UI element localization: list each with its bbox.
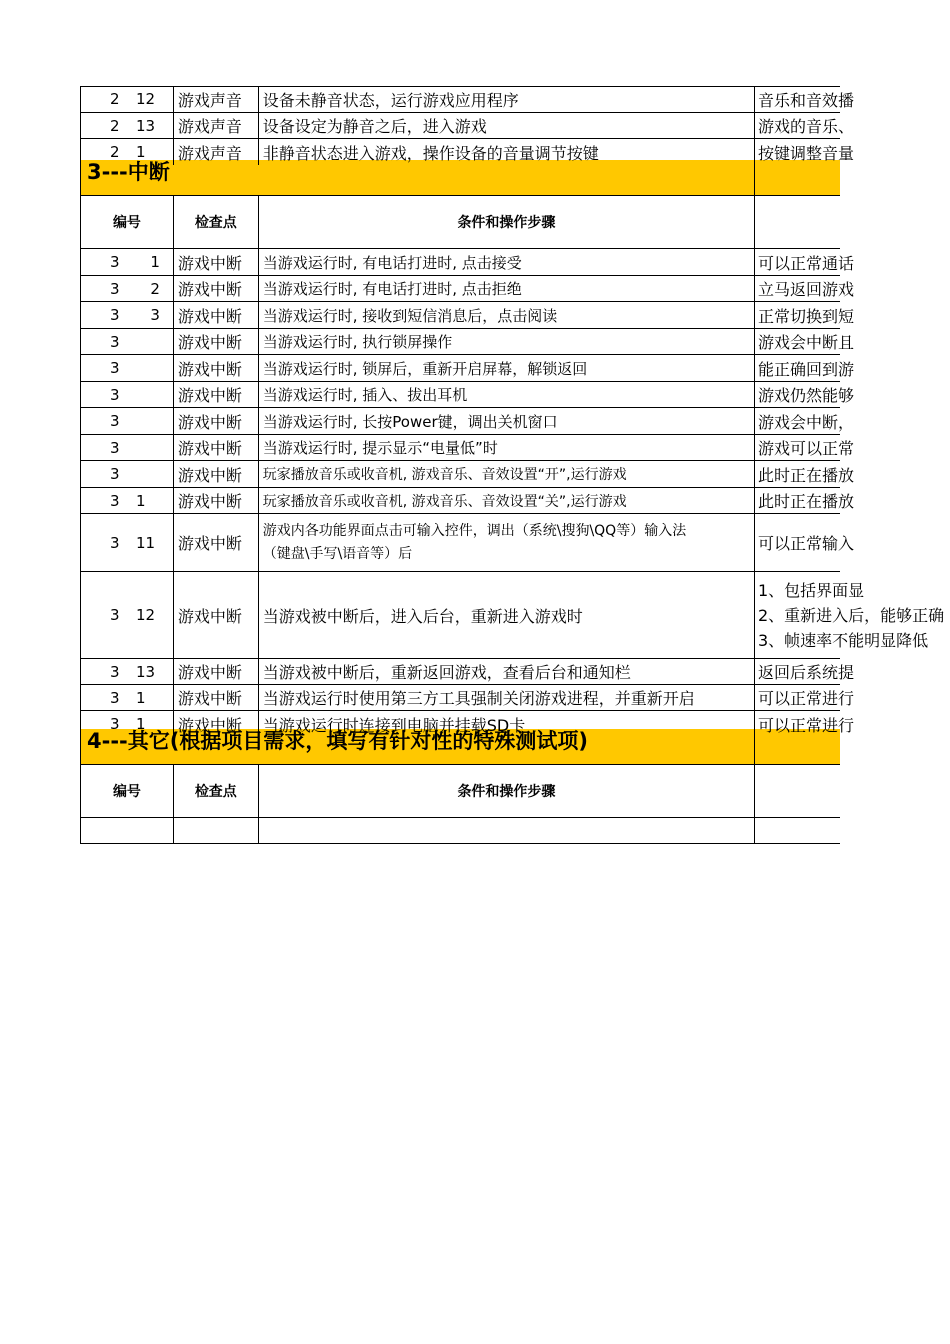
id-cell: 3 1 (81, 488, 174, 514)
check-cell: 游戏中断 (174, 659, 259, 685)
table-row[interactable] (80, 711, 855, 737)
table-row[interactable] (80, 659, 855, 685)
table-row[interactable] (80, 435, 855, 461)
table-row[interactable] (80, 488, 855, 514)
section-title: 4---其它(根据项目需求，填写有针对性的特殊测试项) (81, 729, 755, 765)
expected-cell: 1、包括界面显 2、重新进入后，能够正确 3、帧速率不能明显降低 (755, 572, 840, 659)
column-header-row (80, 196, 840, 249)
id-cell: 3 1 (81, 249, 174, 276)
expected-cell: 可以正常进行 (758, 715, 855, 735)
table-row[interactable] (80, 249, 855, 276)
table-row[interactable] (80, 86, 855, 113)
condition-cell: 当游戏被中断后，进入后台，重新进入游戏时 (259, 572, 755, 659)
check-cell: 游戏中断 (174, 329, 259, 355)
sound-rows (80, 86, 855, 165)
table-row[interactable] (80, 355, 855, 382)
condition-cell: 当游戏运行时, 提示显示“电量低”时 (259, 435, 755, 461)
table-row[interactable] (80, 276, 855, 302)
expected-cell: 能正确回到游 (755, 355, 840, 382)
check-cell: 游戏中断 (174, 408, 259, 435)
table-row[interactable] (80, 572, 945, 659)
check-cell: 游戏中断 (174, 355, 259, 382)
check-cell: 游戏中断 (174, 249, 259, 276)
expected-cell: 可以正常通话 (755, 249, 840, 276)
expected-cell: 此时正在播放 (755, 461, 840, 488)
header-expected (755, 765, 840, 818)
id-cell: 3 2 (81, 276, 174, 302)
id-cell: 3 (81, 329, 174, 355)
expected-cell: 游戏会中断， (755, 408, 840, 435)
header-check: 检查点 (174, 196, 259, 249)
expected-cell: 按键调整音量 (758, 143, 855, 163)
id-cell: 3 (81, 461, 174, 488)
table-row-empty[interactable] (80, 818, 840, 844)
header-expected (755, 196, 840, 249)
header-condition: 条件和操作步骤 (259, 765, 755, 818)
check-cell: 游戏中断 (174, 302, 259, 329)
expected-cell: 游戏可以正常 (755, 435, 840, 461)
condition-cell: 游戏内各功能界面点击可输入控件，调出（系统\搜狗\QQ等）输入法 （键盘\手写\语音等）后 (259, 514, 755, 572)
condition-cell (259, 818, 755, 844)
id-cell: 3 (81, 408, 174, 435)
id-cell: 2 1 (81, 139, 174, 165)
table-row[interactable] (80, 113, 855, 139)
id-cell: 3 13 (81, 659, 174, 685)
check-cell: 游戏中断 (174, 276, 259, 302)
expected-cell: 可以正常进行 (755, 685, 840, 711)
table-row[interactable] (80, 382, 855, 408)
table-row[interactable] (80, 139, 855, 165)
check-cell (174, 818, 259, 844)
id-cell: 3 (81, 355, 174, 382)
expected-cell: 游戏仍然能够 (755, 382, 840, 408)
id-cell: 3 1 (81, 685, 174, 711)
check-cell: 游戏中断 (174, 488, 259, 514)
condition-cell: 当游戏运行时连接到电脑并挂载SD卡 (259, 711, 755, 737)
check-cell: 游戏中断 (174, 572, 259, 659)
condition-cell: 当游戏运行时, 长按Power键，调出关机窗口 (259, 408, 755, 435)
expected-cell: 此时正在播放 (755, 488, 840, 514)
check-cell: 游戏中断 (174, 461, 259, 488)
table-row[interactable] (80, 302, 855, 329)
condition-cell: 当游戏运行时, 接收到短信消息后，点击阅读 (259, 302, 755, 329)
id-cell (81, 818, 174, 844)
check-cell: 游戏声音 (174, 113, 259, 139)
table-row[interactable] (80, 514, 855, 572)
condition-cell: 当游戏运行时, 有电话打进时, 点击拒绝 (259, 276, 755, 302)
id-cell: 3 (81, 382, 174, 408)
condition-cell: 玩家播放音乐或收音机, 游戏音乐、音效设置“开”,运行游戏 (259, 461, 755, 488)
expected-cell (755, 818, 840, 844)
condition-cell: 当游戏运行时, 锁屏后，重新开启屏幕，解锁返回 (259, 355, 755, 382)
table-row[interactable] (80, 408, 855, 435)
condition-cell: 非静音状态进入游戏，操作设备的音量调节按键 (259, 139, 755, 165)
header-id: 编号 (81, 196, 174, 249)
expected-cell: 正常切换到短 (755, 302, 840, 329)
condition-cell: 玩家播放音乐或收音机, 游戏音乐、音效设置“关”,运行游戏 (259, 488, 755, 514)
check-cell: 游戏声音 (174, 86, 259, 113)
check-cell: 游戏中断 (174, 382, 259, 408)
check-cell: 游戏中断 (174, 514, 259, 572)
condition-cell: 设备设定为静音之后，进入游戏 (259, 113, 755, 139)
expected-cell: 可以正常输入 (755, 514, 840, 572)
id-cell: 3 (81, 435, 174, 461)
check-cell: 游戏中断 (174, 685, 259, 711)
condition-cell: 设备未静音状态，运行游戏应用程序 (259, 86, 755, 113)
expected-cell: 游戏会中断且 (755, 329, 840, 355)
column-header-row (80, 765, 840, 818)
id-cell: 3 1 (81, 711, 174, 737)
check-cell: 游戏声音 (174, 139, 259, 165)
condition-cell: 当游戏运行时, 执行锁屏操作 (259, 329, 755, 355)
check-cell: 游戏中断 (174, 711, 259, 737)
section-title: 3---中断 (81, 160, 755, 196)
table-row[interactable] (80, 329, 855, 355)
id-cell: 3 12 (81, 572, 174, 659)
id-cell: 3 11 (81, 514, 174, 572)
section-title-interrupt (80, 160, 840, 196)
condition-cell: 当游戏运行时使用第三方工具强制关闭游戏进程，并重新开启 (259, 685, 755, 711)
check-cell: 游戏中断 (174, 435, 259, 461)
test-case-sheet (80, 86, 945, 844)
header-condition: 条件和操作步骤 (259, 196, 755, 249)
header-id: 编号 (81, 765, 174, 818)
expected-cell: 音乐和音效播 (755, 86, 840, 113)
interrupt-rows (80, 249, 945, 737)
id-cell: 2 13 (81, 113, 174, 139)
condition-cell: 当游戏运行时, 插入、拔出耳机 (259, 382, 755, 408)
id-cell: 2 12 (81, 86, 174, 113)
table-row[interactable] (80, 461, 855, 488)
table-row[interactable] (80, 685, 855, 711)
expected-cell: 返回后系统提 (755, 659, 840, 685)
expected-cell: 游戏的音乐、 (755, 113, 840, 139)
condition-cell: 当游戏运行时, 有电话打进时, 点击接受 (259, 249, 755, 276)
condition-cell: 当游戏被中断后，重新返回游戏，查看后台和通知栏 (259, 659, 755, 685)
id-cell: 3 3 (81, 302, 174, 329)
header-check: 检查点 (174, 765, 259, 818)
expected-cell: 立马返回游戏 (755, 276, 840, 302)
